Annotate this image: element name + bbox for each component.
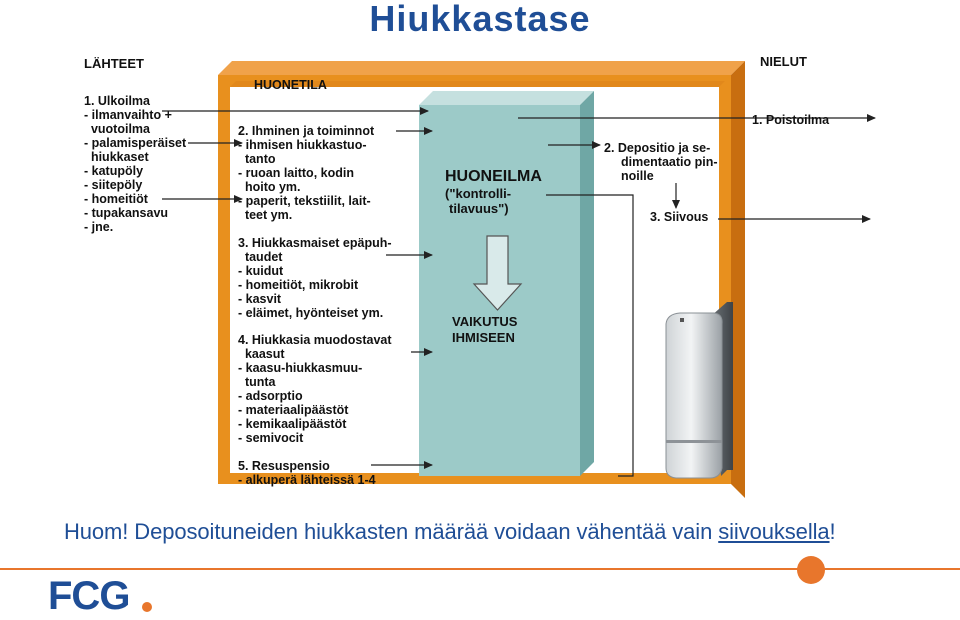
effect-label: IHMISEEN (452, 330, 515, 345)
room-line: - adsorptio (238, 389, 303, 403)
sources-line: - homeitiöt (84, 192, 148, 206)
room-line: - alkuperä lähteissä 1-4 (238, 473, 376, 487)
sources-header: LÄHTEET (84, 56, 144, 71)
sources-line: hiukkaset (84, 150, 149, 164)
sources-line: - jne. (84, 220, 114, 234)
room-line: - kaasu-hiukkasmuu- (238, 361, 363, 375)
room-line: 5. Resuspensio (238, 459, 330, 473)
room-line: - kuidut (238, 264, 284, 278)
footer-dot (797, 556, 825, 584)
room-line: - eläimet, hyönteiset ym. (238, 306, 384, 320)
sources-line: 1. Ulkoilma (84, 94, 150, 108)
sources-line: - siitepöly (84, 178, 143, 192)
footnote-emphasis: siivouksella (718, 519, 830, 544)
sink-deposition: 2. Depositio ja se- (604, 141, 711, 155)
room-line: 4. Hiukkasia muodostavat (238, 333, 392, 347)
indoor-air-title: HUONEILMA (445, 168, 542, 185)
indoor-air-subtitle: tilavuus") (449, 201, 509, 216)
air-purifier-icon (666, 302, 733, 478)
page-title: Hiukkastase (369, 0, 591, 39)
room-line: - homeitiöt, mikrobit (238, 278, 359, 292)
room-line: - ruoan laitto, kodin (238, 166, 354, 180)
footnote-text: Huom! Deposoituneiden hiukkasten määrää voidaan vähentää vain (64, 519, 719, 544)
room-line: teet ym. (238, 208, 293, 222)
room-line: tunta (238, 375, 276, 389)
footnote-suffix: ! (829, 519, 836, 544)
logo-dot (142, 602, 152, 612)
effect-label: VAIKUTUS (452, 314, 518, 329)
footnote (64, 519, 836, 545)
room-label: HUONETILA (254, 78, 327, 92)
sources-line: - ilmanvaihto + (84, 108, 172, 122)
room-line: 2. Ihminen ja toiminnot (238, 124, 375, 138)
room-line: taudet (238, 250, 283, 264)
room-line: tanto (238, 152, 276, 166)
room-line: 3. Hiukkasmaiset epäpuh- (238, 236, 392, 250)
room-line: kaasut (238, 347, 285, 361)
sink-deposition: noille (621, 169, 654, 183)
sources-line: vuotoilma (84, 122, 150, 136)
sink-deposition: dimentaatio pin- (621, 155, 718, 169)
room-line: - kasvit (238, 292, 282, 306)
room-line: - paperit, tekstiilit, lait- (238, 194, 371, 208)
indoor-air-subtitle: ("kontrolli- (445, 186, 512, 201)
sources-line: - palamisperäiset (84, 136, 187, 150)
room-line: - semivocit (238, 431, 304, 445)
fcg-logo: FCG (48, 574, 130, 618)
room-line: - kemikaalipäästöt (238, 417, 347, 431)
sources-line: - tupakansavu (84, 206, 169, 220)
sinks-header: NIELUT (760, 54, 807, 69)
sink-cleaning: 3. Siivous (650, 210, 709, 224)
sources-line: - katupöly (84, 164, 144, 178)
room-line: - ihmisen hiukkastuo- (238, 138, 367, 152)
room-line: - materiaalipäästöt (238, 403, 349, 417)
room-line: hoito ym. (238, 180, 301, 194)
sink-removal: 1. Poistoilma (752, 113, 830, 127)
